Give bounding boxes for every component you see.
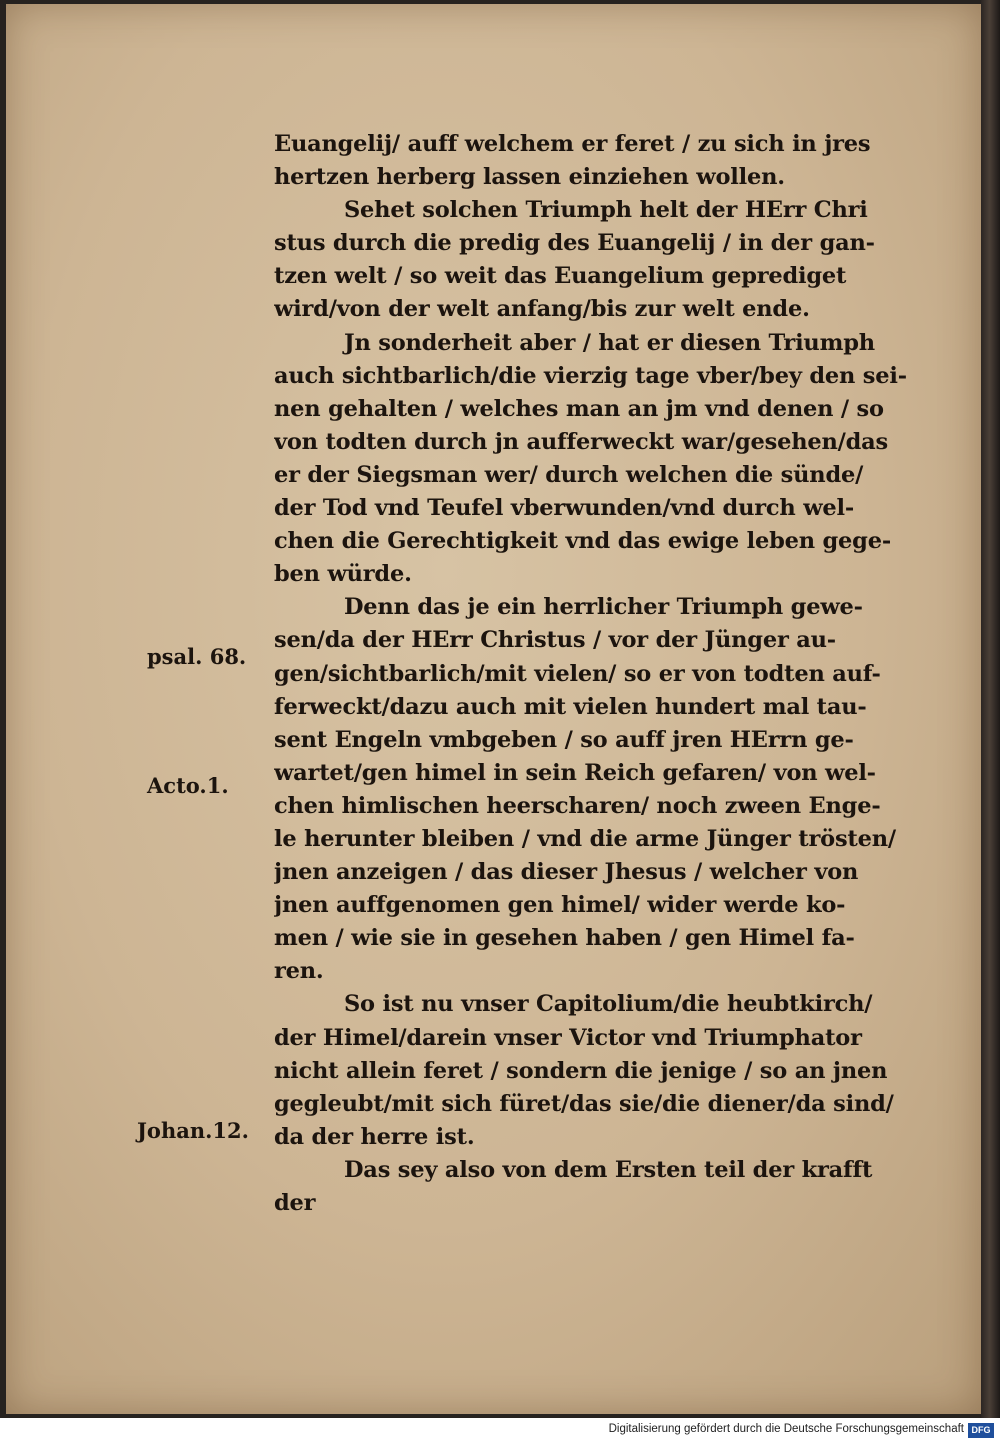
text-line: ben würde. bbox=[274, 561, 412, 588]
text-line: le herunter bleiben / vnd die arme Jünger trösten/ bbox=[274, 825, 896, 852]
dfg-logo: DFG bbox=[968, 1423, 994, 1438]
digitization-footer bbox=[0, 1418, 1000, 1444]
text-line: ren. bbox=[274, 958, 324, 985]
text-line: hertzen herberg lassen einziehen wollen. bbox=[274, 164, 785, 191]
text-line: nen gehalten / welches man an jm vnd denen / so bbox=[274, 395, 884, 422]
main-text-block bbox=[274, 128, 968, 1220]
text-line: ferweckt/dazu auch mit vielen hundert mal tau- bbox=[274, 693, 867, 720]
text-line: tzen welt / so weit das Euangelium geprediget bbox=[274, 263, 847, 290]
text-line: gegleubt/mit sich füret/das sie/die diener/da sind/ bbox=[274, 1090, 894, 1117]
text-line: Denn das je ein herrlicher Triumph gewe- bbox=[344, 594, 863, 621]
text-line: sent Engeln vmbgeben / so auff jren HErrn ge- bbox=[274, 726, 854, 753]
text-line: Sehet solchen Triumph helt der HErr Chri bbox=[344, 197, 868, 224]
text-line: Das sey also von dem Ersten teil der krafft bbox=[344, 1156, 873, 1183]
text-line: wird/von der welt anfang/bis zur welt ende. bbox=[274, 296, 810, 323]
text-line: stus durch die predig des Euangelij / in der gan- bbox=[274, 230, 875, 257]
text-line: So ist nu vnser Capitolium/die heubtkirch/ bbox=[344, 991, 873, 1018]
text-line: jnen auffgenomen gen himel/ wider werde ko- bbox=[274, 892, 846, 919]
text-line: gen/sichtbarlich/mit vielen/ so er von todten auf- bbox=[274, 660, 881, 687]
margin-note-john: Johan.12. bbox=[137, 1118, 249, 1143]
margin-note-psalm: psal. 68. bbox=[147, 644, 247, 669]
text-line: wartet/gen himel in sein Reich gefaren/ von wel- bbox=[274, 759, 876, 786]
book-spine-edge bbox=[981, 0, 1000, 1418]
text-line: nicht allein feret / sondern die jenige / so an jnen bbox=[274, 1057, 888, 1084]
text-line: Euangelij/ auff welchem er feret / zu sich in jres bbox=[274, 131, 871, 157]
text-line: der Himel/darein vnser Victor vnd Triumphator bbox=[274, 1024, 862, 1051]
text-line: da der herre ist. bbox=[274, 1123, 475, 1150]
text-line: der bbox=[274, 1190, 316, 1216]
text-line: der Tod vnd Teufel vberwunden/vnd durch wel- bbox=[274, 495, 854, 522]
text-line: jnen anzeigen / das dieser Jhesus / welcher von bbox=[274, 859, 859, 886]
text-line: sen/da der HErr Christus / vor der Jünger au- bbox=[274, 627, 836, 654]
text-line: chen die Gerechtigkeit vnd das ewige leben gege- bbox=[274, 528, 891, 555]
text-line: chen himlischen heerscharen/ noch zween Enge- bbox=[274, 792, 881, 819]
text-line: Jn sonderheit aber / hat er diesen Triumph bbox=[344, 329, 875, 356]
margin-note-acts: Acto.1. bbox=[147, 773, 229, 798]
funding-credit: Digitalisierung gefördert durch die Deutsche Forschungsgemeinschaft bbox=[608, 1423, 964, 1435]
text-line: er der Siegsman wer/ durch welchen die sünde/ bbox=[274, 461, 864, 488]
paper-page bbox=[6, 4, 981, 1414]
text-line: von todten durch jn aufferweckt war/gesehen/das bbox=[274, 428, 889, 455]
text-line: men / wie sie in gesehen haben / gen Himel fa- bbox=[274, 925, 855, 952]
text-line: auch sichtbarlich/die vierzig tage vber/bey den sei- bbox=[274, 362, 907, 389]
